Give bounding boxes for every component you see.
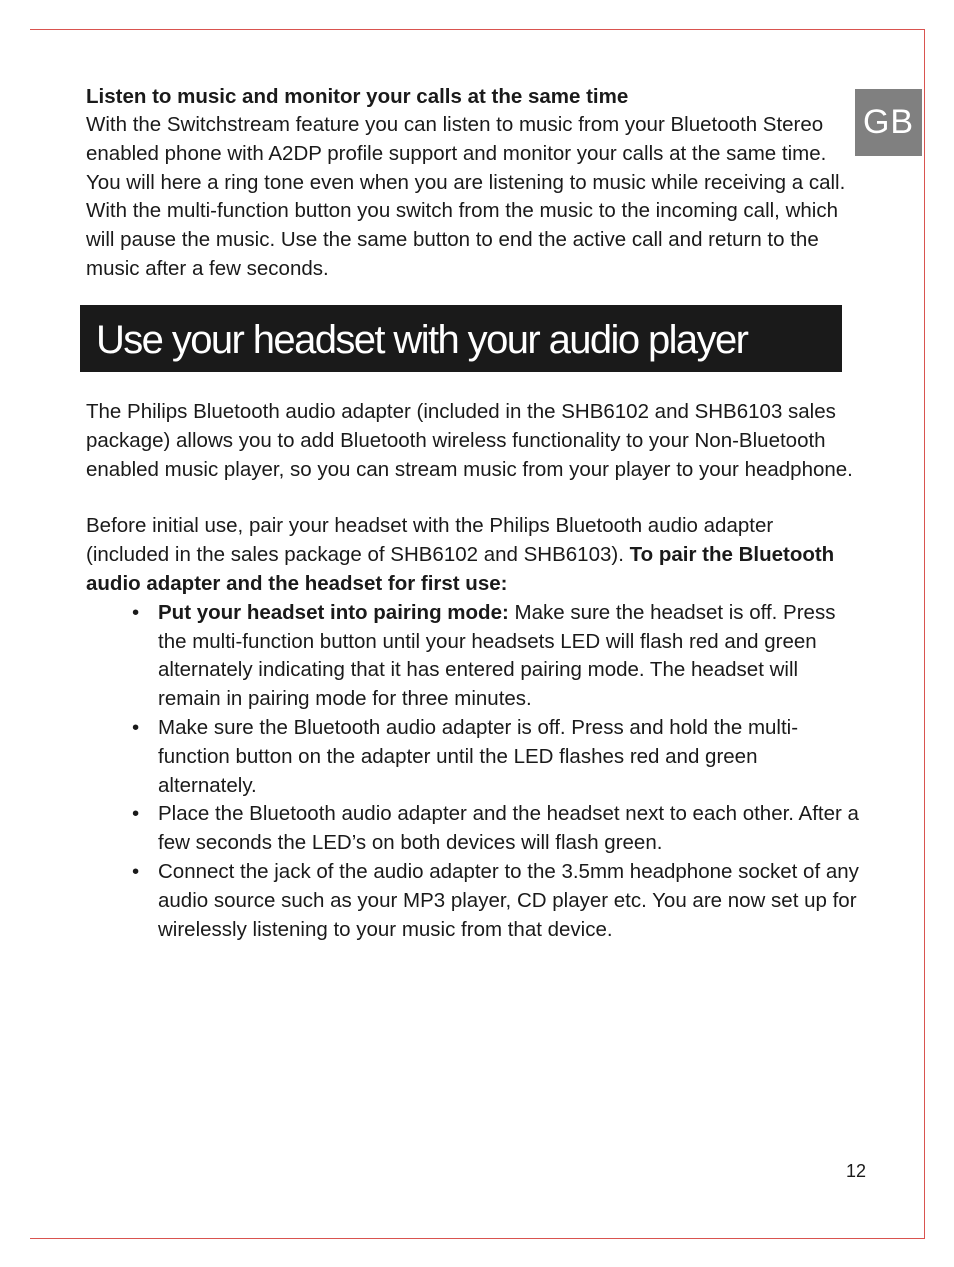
switchstream-section [86,82,861,284]
section-heading: Listen to music and monitor your calls at the same time [86,85,629,108]
intro-paragraph: The Philips Bluetooth audio adapter (included in the SHB6102 and SHB6103 sales package) allows you to add Bluetooth wireless functionality to your Non-Bluetooth enabled music player, so you can stream music from your player to your headphone. [86,400,853,481]
step-text: Place the Bluetooth audio adapter and the headset next to each other. After a few seconds the LED’s on both devices will flash green. [158,802,859,855]
page-border-bottom [30,1238,925,1239]
pairing-lead-text: Before initial use, pair your headset with the Philips Bluetooth audio adapter (included in the sales package of SHB6102 and SHB6103). [86,514,774,567]
page-border-top [30,29,925,30]
bullet: • [132,859,140,883]
pairing-lead-bold: To pair the Bluetooth audio adapter and the headset for first use: [86,543,835,595]
pairing-lead [86,512,861,598]
list-item [132,599,861,714]
bullet: • [132,715,140,739]
step-text: Connect the jack of the audio adapter to the 3.5mm headphone socket of any audio source such as your MP3 player, CD player etc. You are now set up for wirelessly listening to your music from that device. [158,859,859,941]
bullet: • [132,802,140,826]
list-item [132,858,861,944]
bullet: • [132,600,140,624]
page-border-right [924,29,925,1239]
section-body: With the Switchstream feature you can listen to music from your Bluetooth Stereo enabled phone with A2DP profile support and monitor your calls at the same time. You will here a ring tone even when you are listening to music while receiving a call. With the multi-function button you switch from the music to the incoming call, which will pause the music. Use the same button to end the active call and return to the music after a few seconds. [86,113,846,280]
step-text: Make sure the headset is off. Press the multi-function button until your headsets LED will flash red and green alternately indicating that it has entered pairing mode. The headset will remain in pairing mode for three minutes. [158,600,836,711]
list-item [132,714,861,800]
page-number: 12 [846,1161,867,1181]
step-bold: Put your headset into pairing mode: [158,600,509,624]
chapter-title: Use your headset with your audio player [80,305,842,372]
step-text: Make sure the Bluetooth audio adapter is off. Press and hold the multi-function button on the adapter until the LED flashes red and green alternately. [158,715,799,797]
language-tab: GB [855,89,922,156]
pairing-steps [86,599,861,945]
audio-player-section [86,398,861,944]
list-item [132,800,861,858]
